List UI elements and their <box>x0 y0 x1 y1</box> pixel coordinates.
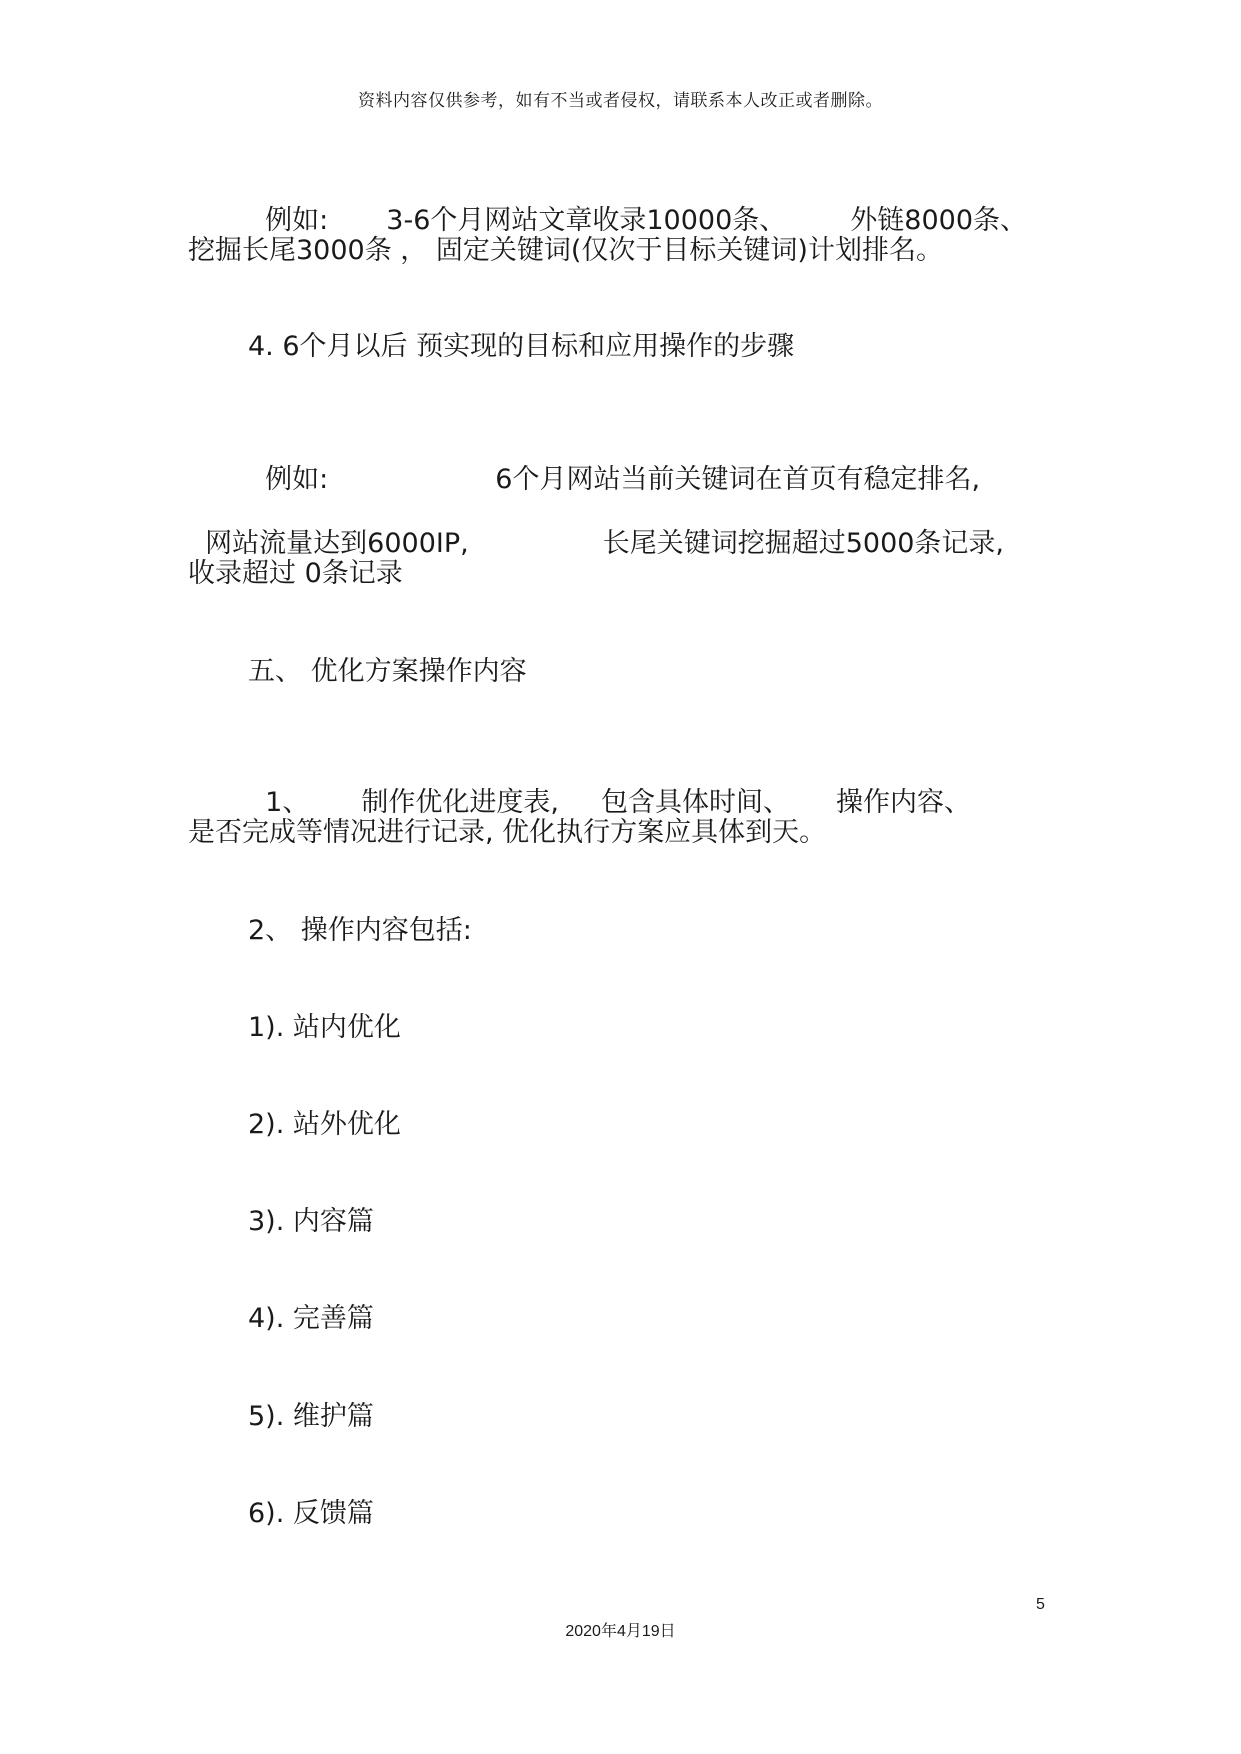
text-segment: 6个月网站当前关键词在首页有稳定排名, <box>495 464 981 495</box>
text-segment: 包含具体时间、 <box>600 787 790 818</box>
example-paragraph-1-line-1 <box>248 170 1027 238</box>
sub-item-3: 3). 内容篇 <box>248 1206 374 1237</box>
page-header-disclaimer: 资料内容仅供参考，如有不当或者侵权，请联系本人改正或者删除。 <box>358 91 883 111</box>
sub-item-1: 1). 站内优化 <box>248 1012 401 1043</box>
text-segment: 长尾关键词挖掘超过5000条记录, <box>602 528 1005 559</box>
item-1-line-2: 是否完成等情况进行记录, 优化执行方案应具体到天。 <box>188 817 827 848</box>
item-number: 1、 <box>265 787 310 818</box>
example-paragraph-1-line-2: 挖掘长尾3000条 ， 固定关键词(仅次于目标关键词)计划排名。 <box>188 235 943 266</box>
example-paragraph-2-line-2 <box>188 493 1004 561</box>
text-segment: 制作优化进度表, <box>361 787 559 818</box>
sub-item-5: 5). 维护篇 <box>248 1401 374 1432</box>
example-paragraph-2-line-1 <box>248 429 980 497</box>
item-1-line-1 <box>248 752 971 820</box>
text-segment: 网站流量达到6000IP, <box>205 528 469 559</box>
sub-item-6: 6). 反馈篇 <box>248 1498 374 1529</box>
sub-item-2: 2). 站外优化 <box>248 1109 401 1140</box>
section-heading-5: 五、 优化方案操作内容 <box>248 656 527 687</box>
sub-item-4: 4). 完善篇 <box>248 1303 374 1334</box>
text-segment: 3-6个月网站文章收录10000条、 <box>386 205 787 236</box>
text-segment: 操作内容、 <box>835 787 971 818</box>
example-label: 例如: <box>265 464 329 495</box>
footer-date: 2020年4月19日 <box>565 1623 676 1640</box>
item-2: 2、 操作内容包括: <box>248 915 472 946</box>
page-number: 5 <box>1036 1596 1045 1613</box>
heading-step-4: 4. 6个月以后 预实现的目标和应用操作的步骤 <box>248 331 795 362</box>
example-paragraph-2-line-3: 收录超过 0条记录 <box>188 558 403 589</box>
text-segment: 外链8000条、 <box>850 205 1027 236</box>
example-label: 例如: <box>265 205 329 236</box>
